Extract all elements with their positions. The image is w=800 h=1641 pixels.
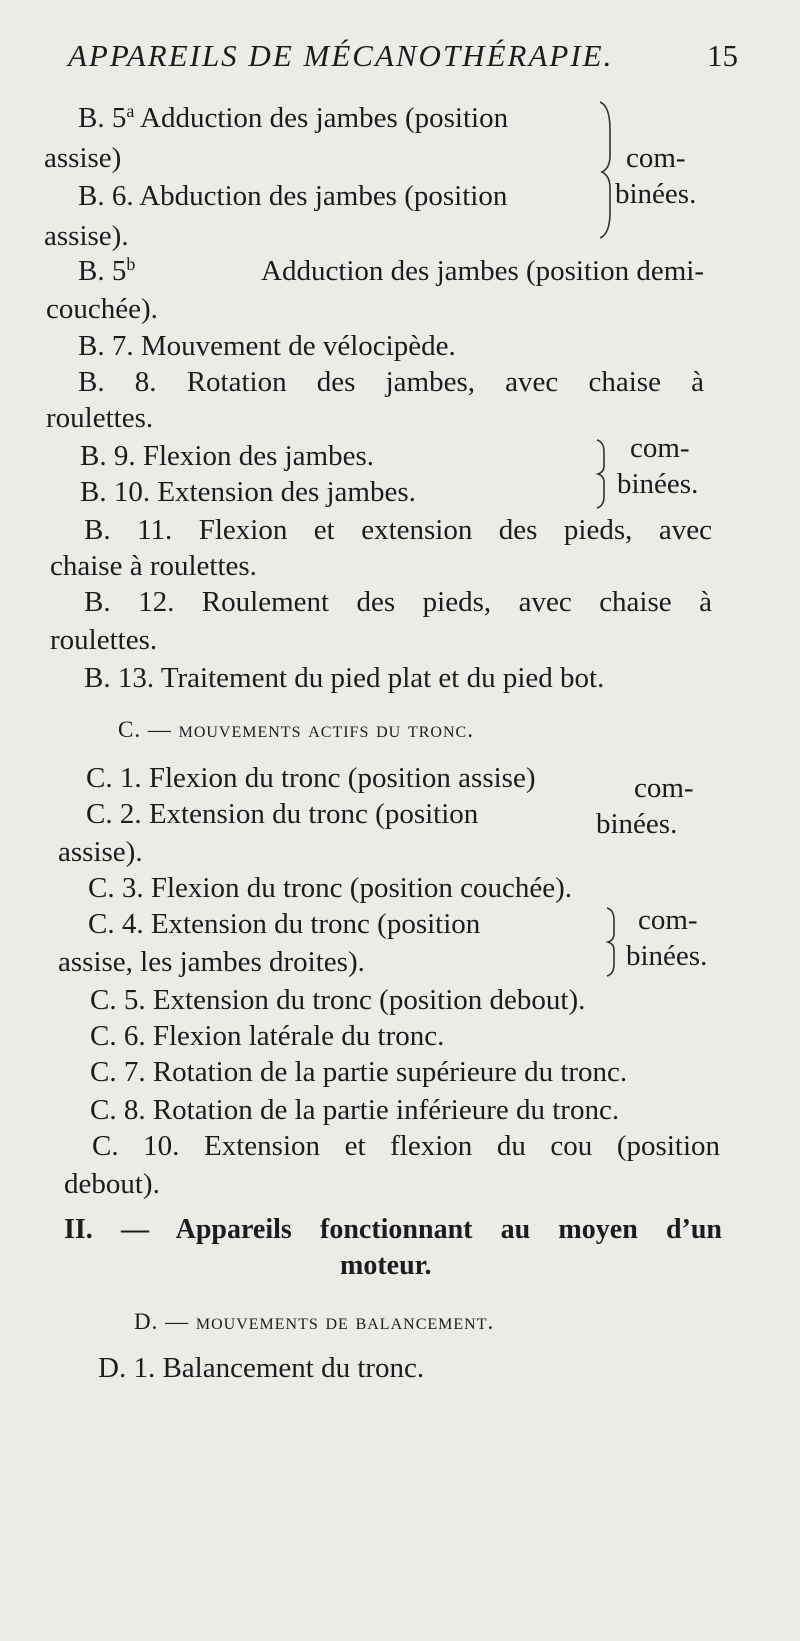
section-d-text: D. — mouvements de balancement. xyxy=(134,1309,495,1334)
section-d-heading xyxy=(134,1302,494,1340)
entry-b10: B. 10. Extension des jambes. xyxy=(80,476,416,508)
entry-b13: B. 13. Traitement du pied plat et du pied bot. xyxy=(84,662,605,694)
entry-c4: C. 4. Extension du tronc (position xyxy=(88,908,481,940)
entry-b8-cont: roulettes. xyxy=(46,402,154,434)
heading-ii-line2: moteur. xyxy=(340,1250,432,1281)
brace-2 xyxy=(594,438,610,510)
combined-label-3a: com- xyxy=(634,772,694,804)
entry-b5a xyxy=(78,100,508,136)
entry-c6: C. 6. Flexion latérale du tronc. xyxy=(90,1020,445,1052)
combined-label-2b: binées. xyxy=(617,468,699,500)
running-header xyxy=(68,38,738,74)
entry-b6: B. 6. Abduction des jambes (position xyxy=(78,180,508,212)
entry-b8: B. 8. Rotation des jambes, avec chaise à xyxy=(78,366,704,398)
entry-c10: C. 10. Extension et flexion du cou (position xyxy=(92,1130,720,1162)
heading-ii-line1: II. — Appareils fonctionnant au moyen d’un xyxy=(64,1214,722,1245)
combined-label-1a: com- xyxy=(626,142,686,174)
entry-b5a-cont: assise) xyxy=(44,142,122,174)
entry-b5a-text: Adduction des jambes (position xyxy=(140,102,509,134)
combined-label-2a: com- xyxy=(630,432,690,464)
section-c-heading xyxy=(118,710,474,748)
entry-b5a-number: B. 5 xyxy=(78,102,127,134)
entry-b5b-number: B. 5 xyxy=(78,255,127,287)
brace-1 xyxy=(596,100,616,240)
entry-b12: B. 12. Roulement des pieds, avec chaise à xyxy=(84,586,712,618)
entry-b5b-cont: couchée). xyxy=(46,293,158,325)
entry-b5a-sup: a xyxy=(126,101,135,121)
entry-b12-cont: roulettes. xyxy=(50,624,158,656)
entry-b5b-text: Adduction des jambes (position demi- xyxy=(261,255,704,287)
combined-label-4a: com- xyxy=(638,904,698,936)
entry-c7: C. 7. Rotation de la partie supérieure du tronc. xyxy=(90,1056,628,1088)
entry-b11: B. 11. Flexion et extension des pieds, avec xyxy=(84,514,712,546)
entry-c4-cont: assise, les jambes droites). xyxy=(58,946,365,978)
running-title: APPAREILS DE MÉCANOTHÉRAPIE. xyxy=(68,38,614,73)
entry-c1: C. 1. Flexion du tronc (position assise) xyxy=(86,762,536,794)
combined-label-1b: binées. xyxy=(615,178,697,210)
page-number: 15 xyxy=(707,38,738,73)
entry-c10-cont: debout). xyxy=(64,1168,160,1200)
section-c-text: C. — mouvements actifs du tronc. xyxy=(118,717,474,742)
entry-b11-cont: chaise à roulettes. xyxy=(50,550,257,582)
entry-b6-cont: assise). xyxy=(44,220,129,252)
entry-d1: D. 1. Balancement du tronc. xyxy=(98,1352,425,1384)
entry-b5b-sup: b xyxy=(126,254,136,274)
brace-4 xyxy=(604,906,620,978)
entry-b5b xyxy=(78,253,704,289)
entry-c2: C. 2. Extension du tronc (position xyxy=(86,798,479,830)
entry-c8: C. 8. Rotation de la partie inférieure du tronc. xyxy=(90,1094,620,1126)
combined-label-3b: binées. xyxy=(596,808,678,840)
entry-c5: C. 5. Extension du tronc (position debout). xyxy=(90,984,586,1016)
entry-c3: C. 3. Flexion du tronc (position couchée). xyxy=(88,872,573,904)
entry-b9: B. 9. Flexion des jambes. xyxy=(80,440,375,472)
entry-c2-cont: assise). xyxy=(58,836,143,868)
entry-b7: B. 7. Mouvement de vélocipède. xyxy=(78,330,456,362)
combined-label-4b: binées. xyxy=(626,940,708,972)
